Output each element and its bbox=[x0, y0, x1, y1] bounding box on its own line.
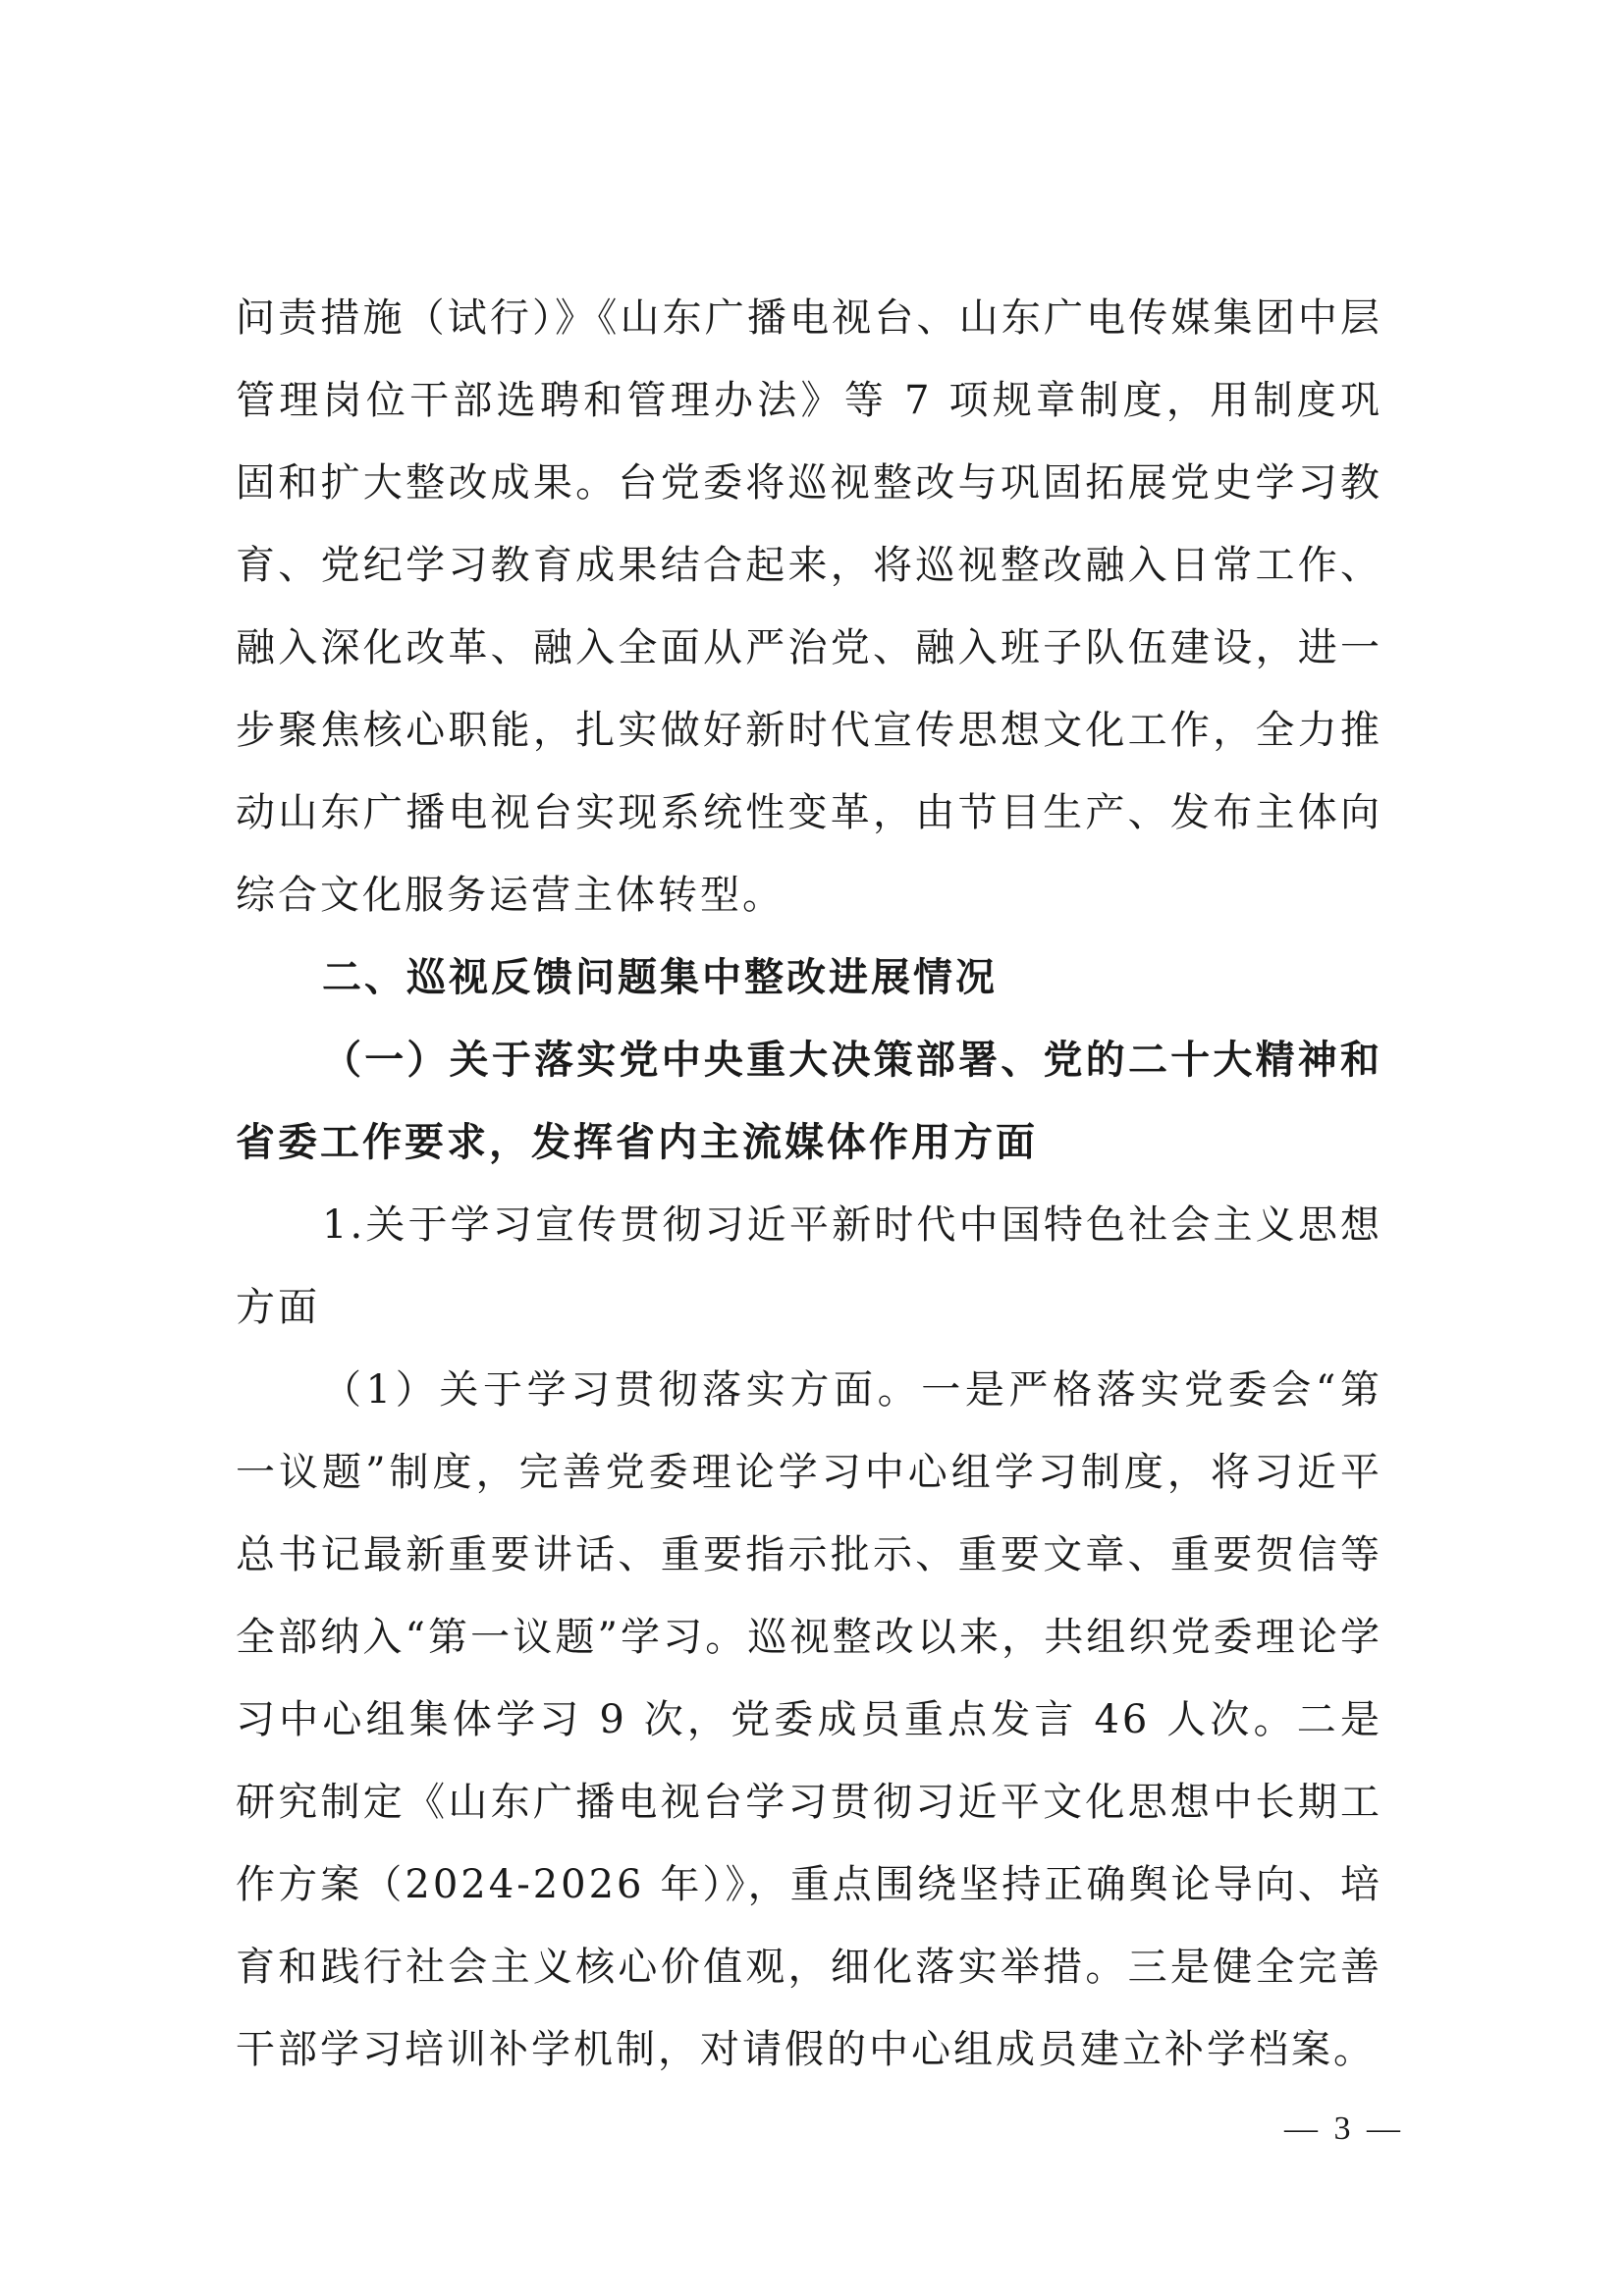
document-body bbox=[236, 277, 1382, 2091]
paragraph-continuation: 问责措施（试行）》《山东广播电视台、山东广电传媒集团中层管理岗位干部选聘和管理办法》等 7 项规章制度，用制度巩固和扩大整改成果。台党委将巡视整改与巩固拓展党史学习教育、党纪学习教育成果结合起来，将巡视整改融入日常工作、融入深化改革、融入全面从严治党、融入班子队伍建设，进一步聚焦核心职能，扎实做好新时代宣传思想文化工作，全力推动山东广播电视台实现系统性变革，由节目生产、发布主体向综合文化服务运营主体转型。 bbox=[236, 295, 1382, 918]
page-number: — 3 — bbox=[1284, 2110, 1404, 2147]
section-heading: 二、巡视反馈问题集中整改进展情况 bbox=[322, 955, 998, 1000]
item-heading: 1.关于学习宣传贯彻习近平新时代中国特色社会主义思想方面 bbox=[236, 1202, 1382, 1330]
paragraph-study-implementation: （1）关于学习贯彻落实方面。一是严格落实党委会“第一议题”制度，完善党委理论学习中心组学习制度，将习近平总书记最新重要讲话、重要指示批示、重要文章、重要贺信等全部纳入“第一议题”学习。巡视整改以来，共组织党委理论学习中心组集体学习 9 次，党委成员重点发言 46 人次。二是研究制定《山东广播电视台学习贯彻习近平文化思想中长期工作方案（2024-2026 年）》，重点围绕坚持正确舆论导向、培育和践行社会主义核心价值观，细化落实举措。三是健全完善干部学习培训补学机制，对请假的中心组成员建立补学档案。 bbox=[236, 1367, 1382, 2072]
subsection-heading: （一）关于落实党中央重大决策部署、党的二十大精神和省委工作要求，发挥省内主流媒体作用方面 bbox=[236, 1037, 1382, 1165]
